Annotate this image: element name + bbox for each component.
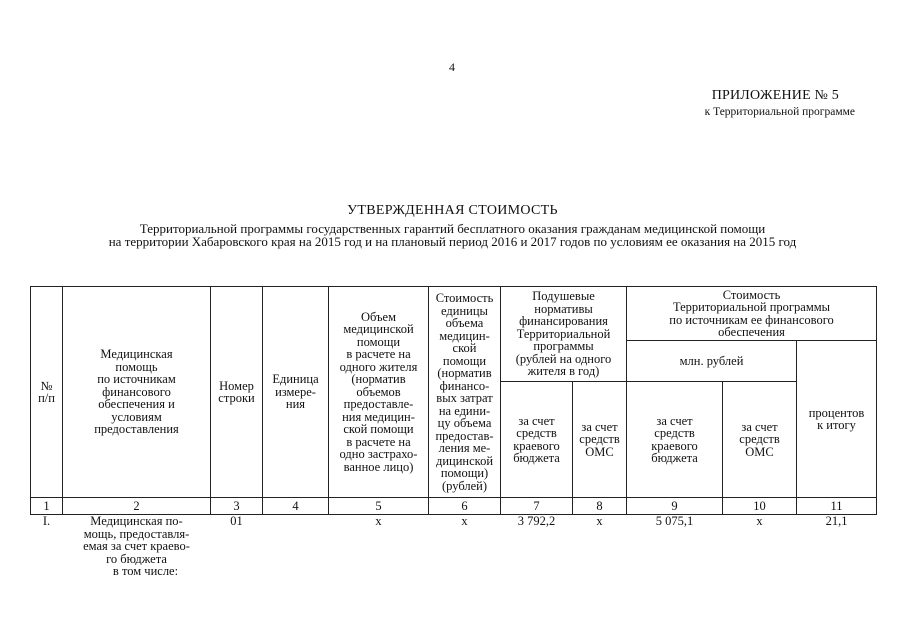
column-number: 7: [501, 498, 573, 515]
appendix-title: ПРИЛОЖЕНИЕ № 5: [711, 88, 839, 103]
header-per-capita-oms: за счет средств ОМС: [573, 382, 627, 498]
row-cost-oms: х: [756, 514, 763, 528]
row-unit: [263, 515, 329, 566]
row-volume: х: [375, 514, 382, 528]
document-subtitle-line-2: на территории Хабаровского края на 2015 год и на плановый период 2016 и 2017 годов по условиям ее оказания на 2015 год: [108, 234, 797, 249]
row-percent: 21,1: [825, 514, 848, 528]
column-number: 3: [211, 498, 263, 515]
including-label: в том числе:: [112, 565, 179, 578]
header-cost-budget: за счет средств краевого бюджета: [627, 382, 723, 498]
row-line-number: 01: [230, 514, 243, 528]
header-line-number: Номер строки: [211, 287, 263, 498]
header-unit: Единица измере- ния: [263, 287, 329, 498]
table-row: [31, 515, 877, 566]
column-number: 6: [429, 498, 501, 515]
header-million-rubles: млн. рублей: [627, 341, 797, 382]
header-program-cost: Стоимость Территориальной программы по источникам ее финансового обеспечения: [627, 287, 877, 341]
column-number: 4: [263, 498, 329, 515]
header-per-capita-standards: Подушевые нормативы финансирования Территориальной программы (рублей на одного жителя в год): [501, 287, 627, 382]
document-subtitle-line-1: Территориальной программы государственных гарантий бесплатного оказания гражданам медицинской помощи: [139, 221, 766, 236]
document-title: УТВЕРЖДЕННАЯ СТОИМОСТЬ: [347, 203, 558, 218]
row-per-capita-budget: 3 792,2: [517, 514, 556, 528]
header-unit-cost: Стоимость единицы объема медицин- ской помощи (норматив финансо- вых затрат на едини- цу объема предостав- ления ме- дицинской помощи) (рублей): [429, 287, 501, 498]
appendix-subtitle: к Территориальной программе: [704, 106, 855, 118]
column-number: 8: [573, 498, 627, 515]
row-unit-cost: х: [461, 514, 468, 528]
row-cost-budget: 5 075,1: [655, 514, 694, 528]
header-percent: процентов к итогу: [797, 341, 877, 498]
row-name: Медицинская по- мощь, предоставля- емая за счет краево- го бюджета: [83, 514, 190, 565]
column-number: 11: [797, 498, 877, 515]
document-subtitle: [20, 222, 885, 248]
column-number: 9: [627, 498, 723, 515]
row-per-capita-oms: х: [596, 514, 603, 528]
column-number: 2: [63, 498, 211, 515]
row-number: I.: [42, 514, 51, 528]
header-cost-oms: за счет средств ОМС: [723, 382, 797, 498]
page-number: 4: [449, 60, 455, 74]
header-per-capita-budget: за счет средств краевого бюджета: [501, 382, 573, 498]
column-number: 1: [31, 498, 63, 515]
cost-table: [30, 286, 877, 578]
header-medical-care: Медицинская помощь по источникам финансового обеспечения и условиям предоставления: [63, 287, 211, 498]
header-number: № п/п: [31, 287, 63, 498]
header-volume: Объем медицинской помощи в расчете на одного жителя (норматив объемов предоставле- ния медицин- ской помощи в расчете на одно застрахо- ванное лицо): [329, 287, 429, 498]
column-number: 10: [723, 498, 797, 515]
table-row: [31, 565, 877, 578]
column-number: 5: [329, 498, 429, 515]
